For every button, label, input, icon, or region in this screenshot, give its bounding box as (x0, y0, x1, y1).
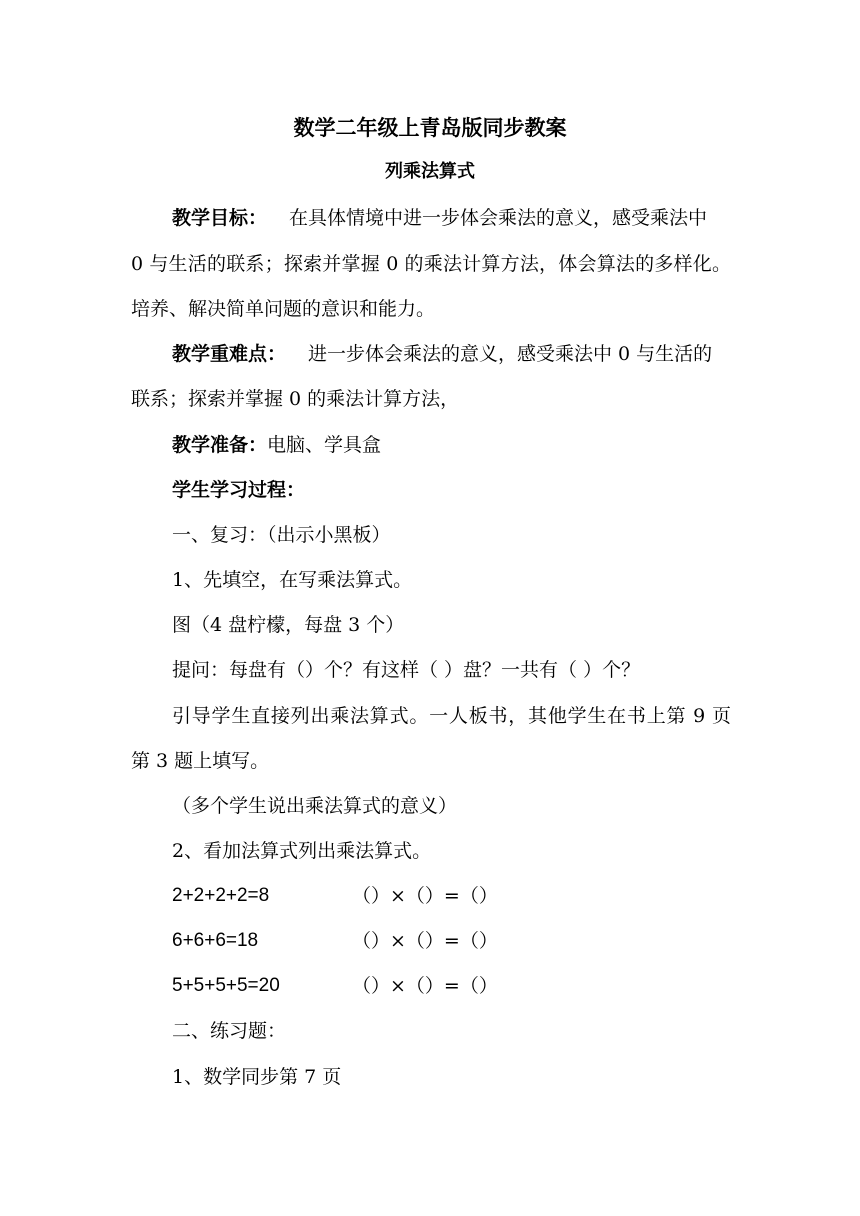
practice-heading: 二、练习题： (172, 1020, 287, 1042)
equation-blank: （）×（）=（） (352, 975, 498, 997)
goal-paragraph (172, 205, 707, 231)
preparation-text: 电脑、学具盒 (267, 434, 382, 456)
equation-blank: （）×（）=（） (352, 930, 498, 952)
goal-label: 教学目标： (172, 207, 268, 229)
process-heading: 学生学习过程： (172, 479, 306, 501)
review-guide-line-1: 引导学生直接列出乘法算式。一人板书，其他学生在书上第 9 页 (172, 705, 731, 727)
review-figure-caption: 图（4 盘柠檬，每盘 3 个） (172, 614, 405, 636)
equation-sum: 5+5+5+5=20 (172, 975, 280, 996)
review-item-2: 2、看加法算式列出乘法算式。 (172, 840, 432, 862)
review-item-1: 1、先填空，在写乘法算式。 (172, 569, 413, 591)
key-points-label: 教学重难点： (172, 343, 287, 365)
review-question: 提问：每盘有（）个？有这样（ ）盘？一共有（ ）个？ (172, 659, 641, 681)
goal-line-1: 在具体情境中进一步体会乘法的意义，感受乘法中 (289, 207, 708, 229)
preparation-label: 教学准备： (172, 434, 268, 456)
goal-line-3: 培养、解决简单问题的意识和能力。 (131, 298, 436, 320)
review-note: （多个学生说出乘法算式的意义） (172, 795, 458, 817)
goal-line-2: 0 与生活的联系；探索并掌握 0 的乘法计算方法，体会算法的多样化。 (131, 253, 731, 275)
document-title: 数学二年级上青岛版同步教案 (293, 116, 567, 140)
equation-blank: （）×（）=（） (352, 885, 498, 907)
key-points-line-2: 联系；探索并掌握 0 的乘法计算方法， (131, 388, 460, 410)
equation-sum: 6+6+6=18 (172, 930, 259, 951)
review-guide-line-2: 第 3 题上填写。 (131, 750, 270, 772)
document-subtitle: 列乘法算式 (385, 161, 475, 182)
key-points-line-1: 进一步体会乘法的意义，感受乘法中 0 与生活的 (308, 343, 713, 365)
equation-sum: 2+2+2+2=8 (172, 885, 270, 906)
practice-item-1: 1、数学同步第 7 页 (172, 1066, 342, 1088)
review-heading: 一、复习：（出示小黑板） (172, 524, 391, 546)
preparation-paragraph (172, 432, 381, 458)
key-points-paragraph (172, 341, 712, 367)
